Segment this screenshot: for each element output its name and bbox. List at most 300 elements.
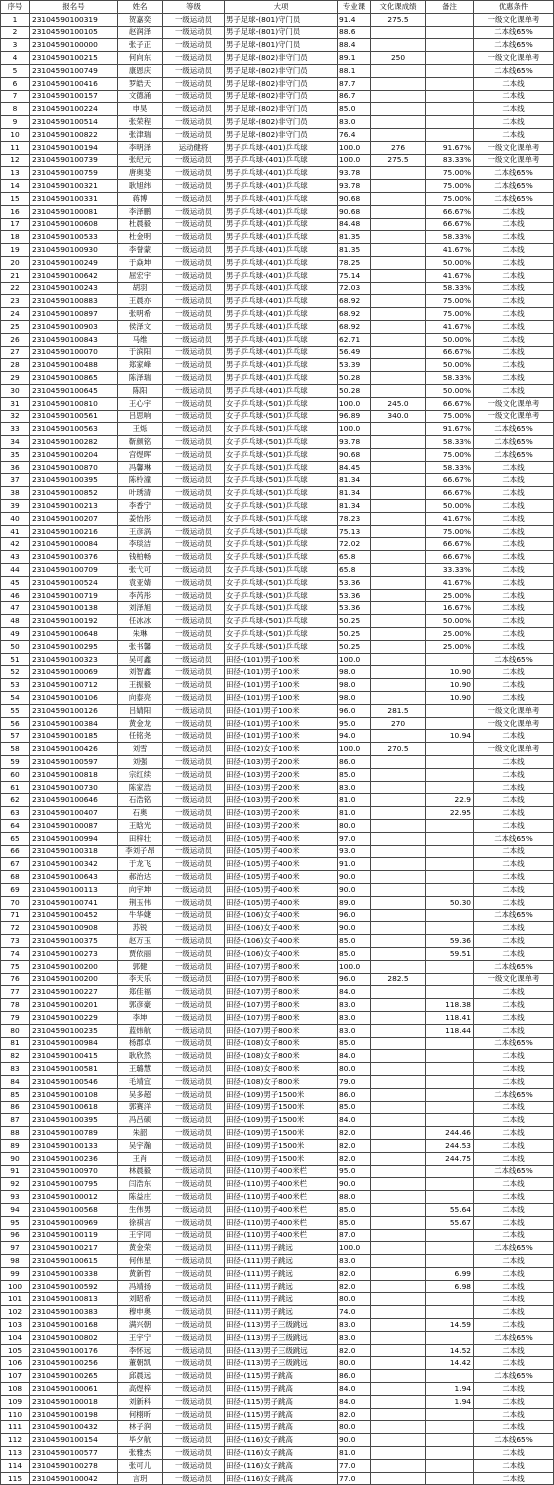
cell-event: 男子乒乓球-(401)乒乓球 [225,295,338,308]
cell-culture-score [371,1229,426,1242]
cell-culture-score [371,1242,426,1255]
cell-preference: 二本线 [474,1127,554,1140]
cell-name: 郑佳福 [118,986,163,999]
cell-level: 一级运动员 [163,896,225,909]
cell-no: 65 [1,832,30,845]
cell-event: 田径-(110)男子400米栏 [225,1178,338,1191]
cell-preference: 二本线65% [474,39,554,52]
cell-level: 一级运动员 [163,397,225,410]
cell-preference: 二本线 [474,1267,554,1280]
cell-major-score: 50.25 [338,640,371,653]
cell-name: 张明希 [118,308,163,321]
cell-event: 男子足球-(801)守门员 [225,26,338,39]
cell-name: 王璐慧 [118,1063,163,1076]
table-row [1,333,554,346]
cell-culture-score [371,295,426,308]
cell-level: 一级运动员 [163,1306,225,1319]
table-row [1,538,554,551]
cell-name: 苏锐 [118,922,163,935]
cell-major-score: 80.0 [338,1421,371,1434]
cell-major-score: 83.0 [338,999,371,1012]
cell-remark: 41.67% [426,320,474,333]
cell-preference: 二本线 [474,295,554,308]
cell-remark [426,1242,474,1255]
cell-name: 言玥 [118,1472,163,1485]
cell-major-score: 86.0 [338,756,371,769]
cell-event: 田径-(105)男子400米 [225,871,338,884]
cell-culture-score [371,525,426,538]
cell-culture-score [371,103,426,116]
cell-preference: 二本线 [474,589,554,602]
table-row [1,602,554,615]
cell-culture-score [371,1472,426,1485]
cell-name: 陈家浩 [118,781,163,794]
table-row [1,1408,554,1421]
table-row [1,615,554,628]
cell-name: 李芮彤 [118,589,163,602]
cell-preference: 二本线 [474,1191,554,1204]
cell-event: 男子乒乓球-(401)乒乓球 [225,192,338,205]
cell-preference: 二本线 [474,922,554,935]
cell-no: 47 [1,602,30,615]
cell-no: 36 [1,461,30,474]
cell-major-score: 85.0 [338,947,371,960]
cell-reg-id: 23104590100200 [30,960,118,973]
cell-reg-id: 23104590100215 [30,52,118,65]
cell-event: 田径-(113)男子三级跳远 [225,1331,338,1344]
cell-remark: 14.59 [426,1319,474,1332]
cell-major-score: 75.13 [338,525,371,538]
table-row [1,628,554,641]
cell-reg-id: 23104590100903 [30,320,118,333]
cell-level: 一级运动员 [163,1331,225,1344]
cell-level: 一级运动员 [163,244,225,257]
cell-reg-id: 23104590100376 [30,551,118,564]
table-row [1,1395,554,1408]
table-row [1,141,554,154]
cell-major-score: 100.0 [338,141,371,154]
cell-no: 25 [1,320,30,333]
cell-culture-score [371,1114,426,1127]
cell-preference: 二本线 [474,1075,554,1088]
cell-culture-score [371,1306,426,1319]
cell-preference: 二本线65% [474,1242,554,1255]
cell-major-score: 84.0 [338,1383,371,1396]
cell-culture-score [371,1191,426,1204]
cell-event: 田径-(107)男子800米 [225,1011,338,1024]
cell-reg-id: 23104590100295 [30,640,118,653]
cell-culture-score [371,1447,426,1460]
cell-reg-id: 23104590100018 [30,1395,118,1408]
cell-remark [426,39,474,52]
cell-no: 7 [1,90,30,103]
cell-event: 田径-(115)男子跳高 [225,1383,338,1396]
cell-level: 一级运动员 [163,1024,225,1037]
cell-no: 108 [1,1383,30,1396]
cell-reg-id: 23104590100741 [30,896,118,909]
cell-culture-score [371,960,426,973]
table-row [1,487,554,500]
cell-level: 一级运动员 [163,474,225,487]
cell-name: 牛华婕 [118,909,163,922]
cell-remark: 50.30 [426,896,474,909]
cell-remark: 10.94 [426,730,474,743]
cell-remark [426,1447,474,1460]
cell-preference: 二本线65% [474,1434,554,1447]
cell-level: 一级运动员 [163,602,225,615]
cell-remark: 50.00% [426,384,474,397]
cell-name: 李刘子昂 [118,845,163,858]
cell-event: 田径-(111)男子跳远 [225,1255,338,1268]
cell-reg-id: 23104590100709 [30,564,118,577]
cell-major-score: 82.0 [338,1267,371,1280]
table-row [1,1165,554,1178]
cell-event: 田径-(101)男子100米 [225,704,338,717]
cell-no: 34 [1,436,30,449]
cell-level: 一级运动员 [163,1242,225,1255]
cell-name: 刘泽旭 [118,602,163,615]
table-row [1,1063,554,1076]
cell-level: 一级运动员 [163,77,225,90]
cell-no: 42 [1,538,30,551]
cell-remark: 25.00% [426,628,474,641]
cell-culture-score [371,90,426,103]
cell-preference: 二本线 [474,1319,554,1332]
cell-reg-id: 23104590100561 [30,410,118,423]
cell-event: 女子乒乓球-(501)乒乓球 [225,564,338,577]
cell-major-score: 100.0 [338,960,371,973]
cell-no: 63 [1,807,30,820]
cell-culture-score: 270 [371,717,426,730]
cell-no: 84 [1,1075,30,1088]
cell-preference: 一级文化课单考 [474,141,554,154]
cell-reg-id: 23104590100930 [30,244,118,257]
cell-major-score: 81.35 [338,244,371,257]
cell-name: 申昊 [118,103,163,116]
header-reg-id: 报名号 [30,1,118,14]
cell-reg-id: 23104590100138 [30,602,118,615]
cell-culture-score [371,896,426,909]
cell-major-score: 96.0 [338,909,371,922]
cell-preference: 二本线 [474,1229,554,1242]
cell-level: 一级运动员 [163,756,225,769]
cell-level: 一级运动员 [163,1255,225,1268]
cell-no: 4 [1,52,30,65]
cell-reg-id: 23104590100207 [30,512,118,525]
cell-name: 罗皓天 [118,77,163,90]
cell-reg-id: 23104590100319 [30,13,118,26]
cell-no: 57 [1,730,30,743]
cell-preference: 二本线 [474,896,554,909]
cell-culture-score [371,845,426,858]
cell-preference: 二本线 [474,871,554,884]
table-row [1,1331,554,1344]
header-preference: 优惠条件 [474,1,554,14]
cell-event: 男子足球-(802)非守门员 [225,103,338,116]
cell-level: 一级运动员 [163,1395,225,1408]
cell-reg-id: 23104590100597 [30,756,118,769]
cell-preference: 二本线 [474,384,554,397]
cell-no: 11 [1,141,30,154]
cell-event: 女子乒乓球-(501)乒乓球 [225,538,338,551]
cell-major-score: 82.0 [338,1408,371,1421]
cell-preference: 二本线 [474,500,554,513]
cell-major-score: 81.0 [338,794,371,807]
cell-preference: 一级文化课单考 [474,13,554,26]
cell-remark [426,1331,474,1344]
cell-no: 38 [1,487,30,500]
cell-no: 92 [1,1178,30,1191]
cell-preference: 二本线 [474,538,554,551]
table-row [1,256,554,269]
cell-culture-score [371,1344,426,1357]
cell-level: 一级运动员 [163,1293,225,1306]
table-row [1,1101,554,1114]
cell-culture-score [371,820,426,833]
cell-level: 一级运动员 [163,628,225,641]
table-row [1,551,554,564]
cell-remark: 6.99 [426,1267,474,1280]
cell-name: 宫煜晖 [118,448,163,461]
cell-event: 田径-(111)男子跳远 [225,1242,338,1255]
cell-culture-score: 340.0 [371,410,426,423]
cell-name: 李明泽 [118,141,163,154]
cell-event: 男子乒乓球-(401)乒乓球 [225,320,338,333]
cell-level: 一级运动员 [163,1421,225,1434]
cell-remark [426,922,474,935]
cell-event: 男子乒乓球-(401)乒乓球 [225,346,338,359]
table-row [1,1459,554,1472]
cell-no: 37 [1,474,30,487]
cell-level: 一级运动员 [163,1165,225,1178]
cell-preference: 二本线65% [474,1088,554,1101]
cell-preference: 二本线65% [474,436,554,449]
cell-event: 男子乒乓球-(401)乒乓球 [225,244,338,257]
cell-level: 一级运动员 [163,692,225,705]
cell-level: 一级运动员 [163,576,225,589]
cell-culture-score [371,564,426,577]
cell-preference: 二本线 [474,1293,554,1306]
cell-reg-id: 23104590100870 [30,461,118,474]
cell-preference: 一级文化课单考 [474,410,554,423]
cell-remark [426,26,474,39]
cell-level: 一级运动员 [163,461,225,474]
cell-major-score: 85.0 [338,1203,371,1216]
cell-remark: 25.00% [426,589,474,602]
cell-remark [426,883,474,896]
cell-remark: 75.00% [426,180,474,193]
cell-reg-id: 23104590100331 [30,192,118,205]
cell-remark: 118.44 [426,1024,474,1037]
cell-remark: 50.00% [426,500,474,513]
cell-culture-score [371,500,426,513]
cell-preference: 二本线 [474,1472,554,1485]
cell-preference: 二本线 [474,640,554,653]
cell-major-score: 90.68 [338,448,371,461]
cell-reg-id: 23104590100719 [30,589,118,602]
cell-level: 一级运动员 [163,1063,225,1076]
cell-no: 81 [1,1037,30,1050]
cell-level: 一级运动员 [163,1088,225,1101]
cell-level: 一级运动员 [163,487,225,500]
cell-culture-score [371,1011,426,1024]
cell-name: 徐祺言 [118,1216,163,1229]
cell-event: 田径-(106)女子400米 [225,909,338,922]
cell-remark [426,756,474,769]
cell-event: 男子足球-(802)非守门员 [225,77,338,90]
header-row [1,1,554,14]
table-row [1,1050,554,1063]
table-row [1,269,554,282]
cell-remark: 75.00% [426,308,474,321]
table-row [1,820,554,833]
cell-reg-id: 23104590100524 [30,576,118,589]
table-row [1,666,554,679]
cell-remark [426,64,474,77]
cell-reg-id: 23104590100185 [30,730,118,743]
cell-reg-id: 23104590100375 [30,935,118,948]
cell-remark: 1.94 [426,1395,474,1408]
cell-major-score: 74.0 [338,1306,371,1319]
cell-culture-score [371,512,426,525]
cell-name: 王宇宁 [118,1331,163,1344]
cell-reg-id: 23104590100249 [30,256,118,269]
cell-no: 2 [1,26,30,39]
cell-culture-score [371,205,426,218]
cell-name: 王肖 [118,1152,163,1165]
cell-no: 14 [1,180,30,193]
cell-no: 45 [1,576,30,589]
cell-name: 李香宁 [118,500,163,513]
table-row [1,1114,554,1127]
cell-level: 一级运动员 [163,832,225,845]
cell-major-score: 89.0 [338,896,371,909]
cell-culture-score [371,756,426,769]
cell-reg-id: 23104590100563 [30,423,118,436]
table-row [1,1344,554,1357]
cell-level: 一级运动员 [163,103,225,116]
cell-event: 田径-(116)女子跳高 [225,1447,338,1460]
cell-name: 冯馨琳 [118,461,163,474]
cell-culture-score [371,269,426,282]
cell-major-score: 85.0 [338,1101,371,1114]
cell-culture-score [371,1139,426,1152]
table-row [1,320,554,333]
cell-level: 一级运动员 [163,999,225,1012]
cell-level: 一级运动员 [163,384,225,397]
cell-event: 女子乒乓球-(501)乒乓球 [225,640,338,653]
cell-reg-id: 23104590100323 [30,653,118,666]
cell-preference: 二本线 [474,551,554,564]
cell-name: 王烁 [118,423,163,436]
cell-event: 田径-(109)男子1500米 [225,1114,338,1127]
cell-name: 毕夕航 [118,1434,163,1447]
cell-reg-id: 23104590100119 [30,1229,118,1242]
cell-name: 郭彦豪 [118,999,163,1012]
table-row [1,1370,554,1383]
cell-major-score: 53.36 [338,602,371,615]
cell-major-score: 80.0 [338,820,371,833]
cell-event: 田径-(105)男子400米 [225,896,338,909]
cell-event: 男子足球-(802)非守门员 [225,128,338,141]
cell-no: 75 [1,960,30,973]
table-row [1,423,554,436]
cell-remark: 59.36 [426,935,474,948]
cell-no: 3 [1,39,30,52]
table-row [1,1127,554,1140]
cell-culture-score [371,1203,426,1216]
cell-no: 54 [1,692,30,705]
cell-major-score: 93.78 [338,167,371,180]
cell-remark: 66.67% [426,205,474,218]
cell-remark [426,1088,474,1101]
cell-level: 一级运动员 [163,730,225,743]
cell-preference: 二本线 [474,564,554,577]
cell-culture-score [371,461,426,474]
cell-preference: 二本线 [474,77,554,90]
cell-event: 田径-(108)女子800米 [225,1050,338,1063]
cell-level: 一级运动员 [163,1101,225,1114]
cell-reg-id: 23104590100061 [30,1383,118,1396]
cell-remark: 6.98 [426,1280,474,1293]
cell-level: 一级运动员 [163,448,225,461]
cell-name: 陈益庄 [118,1191,163,1204]
cell-preference: 二本线 [474,1357,554,1370]
cell-major-score: 93.78 [338,180,371,193]
cell-no: 53 [1,679,30,692]
cell-event: 田径-(109)男子1500米 [225,1127,338,1140]
cell-level: 一级运动员 [163,1011,225,1024]
cell-culture-score [371,922,426,935]
cell-name: 张子正 [118,39,163,52]
cell-no: 95 [1,1216,30,1229]
header-major-score: 专业课 [338,1,371,14]
cell-remark: 55.64 [426,1203,474,1216]
cell-level: 一级运动员 [163,525,225,538]
cell-reg-id: 23104590100229 [30,1011,118,1024]
cell-culture-score [371,180,426,193]
cell-major-score: 81.0 [338,807,371,820]
table-row [1,474,554,487]
cell-event: 田径-(109)男子1500米 [225,1088,338,1101]
cell-event: 男子乒乓球-(401)乒乓球 [225,282,338,295]
cell-culture-score [371,628,426,641]
cell-culture-score [371,39,426,52]
cell-reg-id: 23104590100795 [30,1178,118,1191]
cell-remark [426,704,474,717]
table-row [1,743,554,756]
cell-no: 85 [1,1088,30,1101]
cell-level: 一级运动员 [163,666,225,679]
cell-no: 26 [1,333,30,346]
cell-event: 田径-(110)男子400米栏 [225,1165,338,1178]
cell-name: 袁亚婧 [118,576,163,589]
cell-major-score: 53.36 [338,576,371,589]
cell-remark [426,1459,474,1472]
cell-reg-id: 23104590100897 [30,308,118,321]
cell-no: 12 [1,154,30,167]
table-row [1,1472,554,1485]
cell-reg-id: 23104590100204 [30,448,118,461]
cell-reg-id: 23104590100646 [30,794,118,807]
cell-event: 田径-(108)女子800米 [225,1063,338,1076]
cell-event: 男子乒乓球-(401)乒乓球 [225,218,338,231]
cell-event: 男子乒乓球-(401)乒乓球 [225,141,338,154]
cell-event: 女子乒乓球-(501)乒乓球 [225,628,338,641]
cell-name: 石奥 [118,807,163,820]
cell-name: 郭赛洋 [118,1101,163,1114]
cell-reg-id: 23104590100759 [30,167,118,180]
